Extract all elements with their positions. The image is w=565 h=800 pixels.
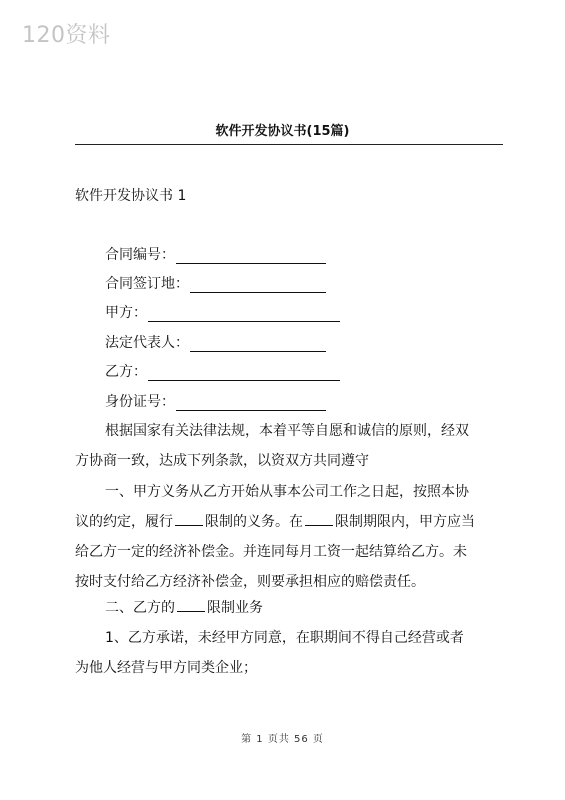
clause-1-blank-2[interactable]	[305, 511, 333, 526]
clause-2-text-a: 二、乙方的	[105, 600, 175, 616]
clause-2-text-b: 限制业务	[207, 600, 263, 616]
contract-number-label: 合同编号：	[105, 247, 175, 263]
clause-1-line-1: 一、甲方义务从乙方开始从事本公司工作之日起，按照本协	[105, 484, 469, 500]
page-footer: 第 1 页共 56 页	[241, 734, 324, 745]
signing-place-field	[105, 273, 326, 293]
clause-1-text-a: 议的约定，履行	[75, 514, 173, 530]
clause-1-text-b: 限制的义务。在	[205, 514, 303, 530]
clause-2-1-line-2: 为他人经营与甲方同类企业；	[75, 660, 257, 676]
legal-rep-label: 法定代表人：	[105, 335, 189, 351]
section-heading: 软件开发协议书 1	[75, 188, 187, 204]
signing-place-label: 合同签订地：	[105, 276, 189, 292]
id-number-label: 身份证号：	[105, 394, 175, 410]
legal-rep-field	[105, 332, 326, 352]
legal-rep-blank[interactable]	[190, 337, 326, 352]
intro-paragraph	[75, 416, 505, 476]
watermark: 120资料	[22, 23, 111, 48]
party-a-label: 甲方：	[105, 305, 147, 321]
clause-1-line-4: 按时支付给乙方经济补偿金，则要承担相应的赔偿责任。	[75, 574, 425, 590]
clause-1-paragraph	[75, 477, 505, 597]
title-divider	[75, 144, 503, 145]
clause-2-1-paragraph	[75, 623, 505, 683]
clause-1-line-2	[75, 507, 505, 537]
document-title: 软件开发协议书(15篇)	[215, 124, 350, 139]
clause-1-text-c: 限制期限内，甲方应当	[335, 514, 475, 530]
party-b-blank[interactable]	[148, 366, 340, 381]
party-b-field	[105, 361, 340, 381]
clause-2-blank[interactable]	[177, 597, 205, 612]
contract-number-field	[105, 244, 326, 264]
party-a-blank[interactable]	[148, 307, 340, 322]
intro-line-2: 方协商一致，达成下列条款，以资双方共同遵守	[75, 453, 369, 469]
clause-2-1-line-1: 1、乙方承诺，未经甲方同意，在职期间不得自己经营或者	[105, 630, 464, 646]
party-a-field	[105, 302, 340, 322]
party-b-label: 乙方：	[105, 364, 147, 380]
contract-number-blank[interactable]	[176, 249, 326, 264]
clause-1-line-3: 给乙方一定的经济补偿金。并连同每月工资一起结算给乙方。未	[75, 544, 467, 560]
signing-place-blank[interactable]	[190, 278, 326, 293]
id-number-blank[interactable]	[176, 396, 326, 411]
clause-1-blank-1[interactable]	[175, 511, 203, 526]
clause-2-heading	[75, 593, 505, 623]
intro-line-1: 根据国家有关法律法规，本着平等自愿和诚信的原则，经双	[105, 423, 469, 439]
id-number-field	[105, 391, 326, 411]
clause-2-line	[75, 593, 505, 623]
